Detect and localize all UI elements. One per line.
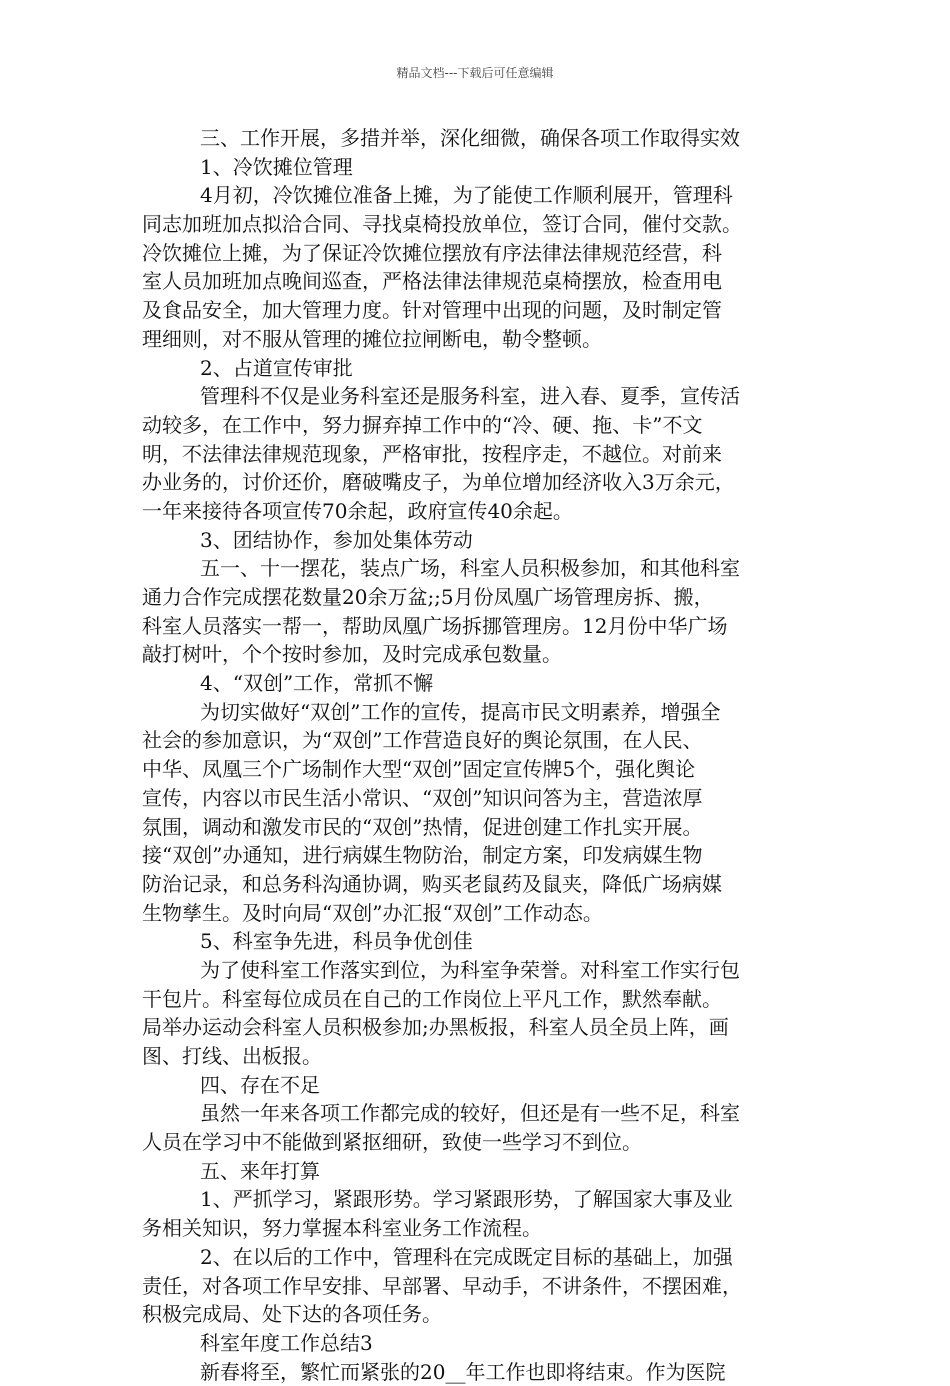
text-line: 积极完成局、处下达的各项任务。 [142,1302,442,1327]
text-line: 宣传，内容以市民生活小常识、“双创”知识问答为主，营造浓厚 [142,785,703,810]
text-line: 五、来年打算 [200,1158,320,1183]
text-line: 人员在学习中不能做到紧抠细研，致使一些学习不到位。 [142,1130,642,1155]
text-line: 4月初，冷饮摊位准备上摊，为了能使工作顺利展开，管理科 [200,183,733,208]
text-line: 4、“双创”工作，常抓不懈 [200,671,434,696]
text-line: 生物孳生。及时向局“双创”办汇报“双创”工作动态。 [142,900,603,925]
text-line: 室人员加班加点晚间巡查，严格法律法律规范桌椅摆放，检查用电 [142,269,722,294]
text-line: 中华、凤凰三个广场制作大型“双创”固定宣传牌5个，强化舆论 [142,757,696,782]
text-line: 2、占道宣传审批 [200,355,353,380]
text-line: 科室人员落实一帮一，帮助凤凰广场拆挪管理房。12月份中华广场 [142,613,728,638]
text-line: 局举办运动会科室人员积极参加;办黑板报，科室人员全员上阵，画 [142,1015,729,1040]
page-header: 精品文档---下载后可任意编辑 [396,66,554,80]
text-line: 敲打树叶，个个按时参加，及时完成承包数量。 [142,642,562,667]
text-line: 3、团结协作，参加处集体劳动 [200,527,473,552]
text-line: 及食品安全，加大管理力度。针对管理中出现的问题，及时制定管 [142,298,722,323]
text-line: 责任，对各项工作早安排、早部署、早动手，不讲条件，不摆困难， [142,1273,742,1298]
text-line: 图、打线、出板报。 [142,1044,322,1068]
text-line: 防治记录，和总务科沟通协调，购买老鼠药及鼠夹，降低广场病媒 [142,871,722,896]
text-line: 接“双创”办通知，进行病媒生物防治，制定方案，印发病媒生物 [142,843,703,868]
text-line: 办业务的，讨价还价，磨破嘴皮子，为单位增加经济收入3万余元， [142,470,735,495]
text-line: 管理科不仅是业务科室还是服务科室，进入春、夏季，宣传活 [200,384,740,409]
text-line: 干包片。科室每位成员在自己的工作岗位上平凡工作，默然奉献。 [142,986,722,1011]
text-line: 2、在以后的工作中，管理科在完成既定目标的基础上，加强 [200,1244,733,1269]
document-body [142,124,812,1386]
text-line: 三、工作开展，多措并举，深化细微，确保各项工作取得实效 [200,126,740,150]
text-line: 1、冷饮摊位管理 [200,154,353,179]
text-line: 新春将至，繁忙而紧张的20__年工作也即将结束。作为医院 [200,1359,726,1384]
text-line: 同志加班加点拟洽合同、寻找桌椅投放单位，签订合同，催付交款。 [142,212,742,237]
text-line: 五一、十一摆花，装点广场，科室人员积极参加，和其他科室 [200,556,740,581]
text-line: 为了使科室工作落实到位，为科室争荣誉。对科室工作实行包 [200,957,740,982]
text-line: 冷饮摊位上摊，为了保证冷饮摊位摆放有序法律法律规范经营，科 [142,240,722,265]
text-line: 科室年度工作总结3 [200,1330,373,1355]
text-line: 虽然一年来各项工作都完成的较好，但还是有一些不足，科室 [200,1101,740,1126]
text-line: 通力合作完成摆花数量20余万盆;;5月份凤凰广场管理房拆、搬， [142,585,714,609]
text-line: 为切实做好“双创”工作的宣传，提高市民文明素养，增强全 [200,699,721,724]
text-line: 明，不法律法律规范现象，严格审批，按程序走，不越位。对前来 [142,441,722,466]
text-line: 动较多，在工作中，努力摒弃掉工作中的“冷、硬、拖、卡”不文 [142,412,703,437]
text-line: 氛围，调动和激发市民的“双创”热情，促进创建工作扎实开展。 [142,814,703,839]
text-line: 5、科室争先进，科员争优创佳 [200,929,473,954]
text-line: 一年来接待各项宣传70余起，政府宣传40余起。 [142,498,573,523]
text-line: 四、存在不足 [200,1072,320,1097]
text-line: 1、严抓学习，紧跟形势。学习紧跟形势，了解国家大事及业 [200,1187,733,1212]
text-line: 理细则，对不服从管理的摊位拉闸断电，勒令整顿。 [142,326,602,351]
text-line: 务相关知识，努力掌握本科室业务工作流程。 [142,1216,542,1241]
text-line: 社会的参加意识，为“双创”工作营造良好的舆论氛围，在人民、 [142,728,703,753]
